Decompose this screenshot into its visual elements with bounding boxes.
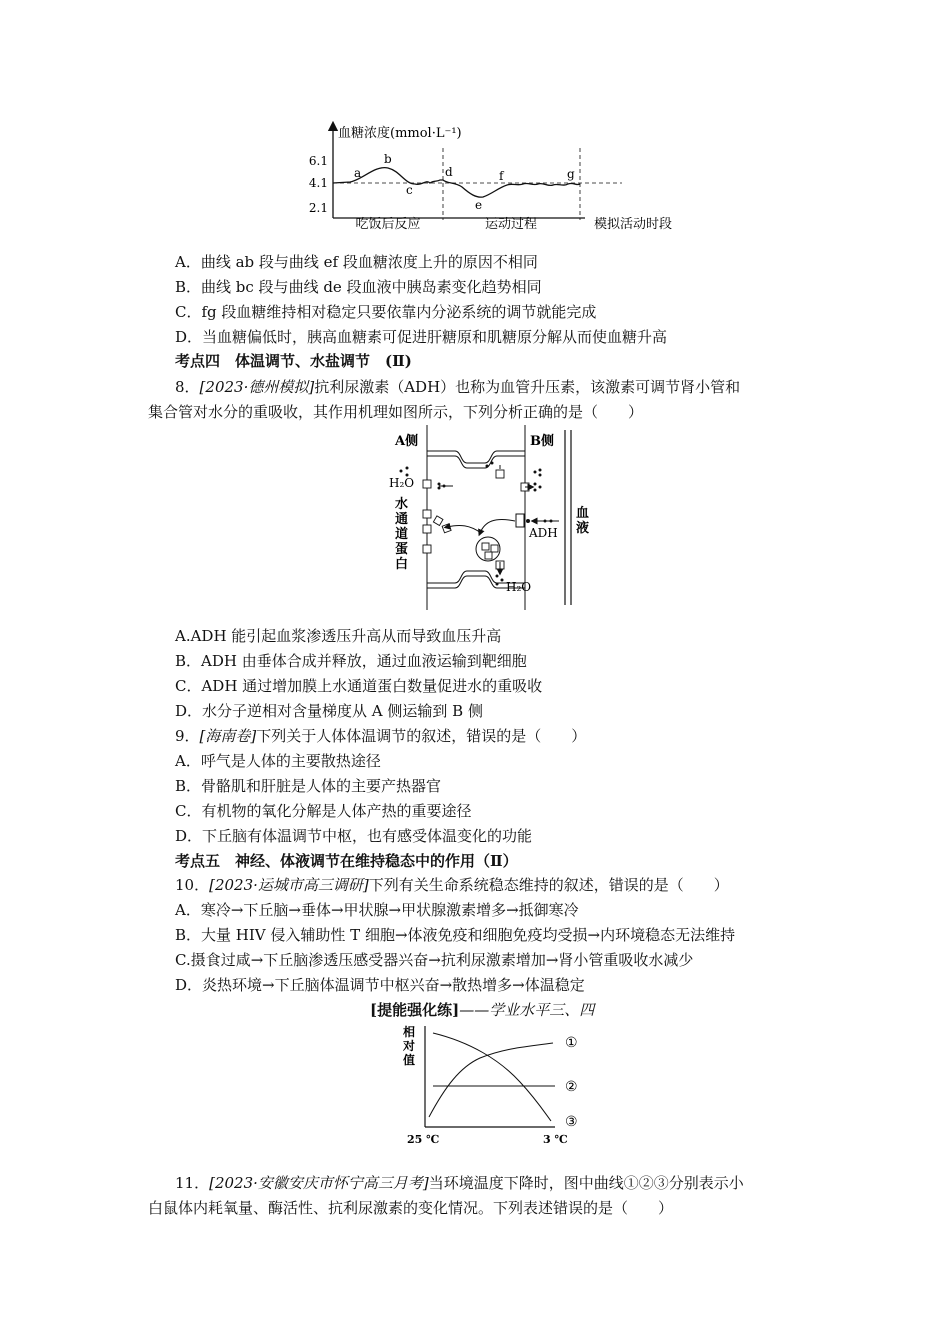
q8-option-d: D．水分子逆相对含量梯度从 A 侧运输到 B 侧: [175, 702, 483, 720]
q10-number: 10．: [175, 876, 210, 894]
q8-option-a: A.ADH 能引起血浆渗透压升高从而导致血压升高: [175, 627, 502, 645]
h2o-bottom-label: H₂O: [506, 580, 532, 594]
y-axis-label: 血糖浓度(mmol·L⁻¹): [338, 126, 462, 141]
blood-label-1: 血: [576, 506, 590, 521]
x-end-label: 3 ℃: [543, 1133, 568, 1146]
curve-1: [429, 1043, 553, 1117]
q10-source: [2023·运城市高三调研]: [209, 876, 369, 894]
q9-stem: [175, 726, 586, 746]
curve-2-label: ②: [565, 1079, 578, 1095]
b-side-label: B侧: [530, 434, 554, 449]
practice-heading: [370, 1000, 594, 1020]
q9-option-b: B．骨骼肌和肝脏是人体的主要产热器官: [175, 777, 442, 795]
x-start-label: 25 ℃: [407, 1133, 440, 1146]
q7-option-c: C．fg 段血糖维持相对稳定只要依靠内分泌系统的调节就能完成: [175, 303, 597, 321]
q9-option-d: D．下丘脑有体温调节中枢，也有感受体温变化的功能: [175, 827, 533, 845]
point-b: b: [384, 152, 392, 166]
q8-option-c: C．ADH 通过增加膜上水通道蛋白数量促进水的重吸收: [175, 677, 543, 695]
point-e: e: [475, 198, 483, 212]
tick-2.1: 2.1: [308, 201, 328, 215]
q11-number: 11．: [175, 1174, 210, 1192]
section-label-2: 运动过程: [484, 217, 538, 232]
q11-stem-line1: [175, 1173, 744, 1193]
practice-subtitle: ——学业水平三、四: [459, 1001, 595, 1019]
point-g: g: [567, 167, 575, 181]
q10-option-b: B．大量 HIV 侵入辅助性 T 细胞→体液免疫和细胞免疫均受损→内环境稳态无法维持: [175, 926, 736, 944]
q11-source: [2023·安徽安庆市怀宁高三月考]: [209, 1174, 429, 1192]
q9-option-a: A．呼气是人体的主要散热途径: [175, 752, 381, 770]
q10-stem: [175, 875, 729, 895]
q8-option-b: B．ADH 由垂体合成并释放，通过血液运输到靶细胞: [175, 652, 527, 670]
q7-option-a: A．曲线 ab 段与曲线 ef 段血糖浓度上升的原因不相同: [175, 253, 538, 271]
point-c: c: [406, 183, 413, 197]
blood-label-2: 液: [576, 521, 590, 536]
section-label-1: 吃饭后反应: [355, 217, 421, 232]
section-label-3: 模拟活动时段: [593, 217, 673, 232]
q8-number: 8．: [175, 378, 200, 396]
q8-source: [2023·德州模拟]: [199, 378, 315, 396]
chart2-ylabel-2: 对: [403, 1039, 416, 1053]
chart2-ylabel-3: 值: [403, 1053, 416, 1067]
channel-label-4: 蛋: [395, 542, 409, 557]
curve-1-label: ①: [565, 1035, 578, 1051]
adh-mechanism-diagram: [385, 425, 605, 610]
q9-option-c: C．有机物的氧化分解是人体产热的重要途径: [175, 802, 472, 820]
curve-3-label: ③: [565, 1114, 578, 1130]
section-4-heading: 考点四 体温调节、水盐调节 (Ⅱ): [175, 352, 412, 370]
q9-number: 9．: [175, 727, 200, 745]
a-side-label: A侧: [395, 434, 419, 449]
channel-label-3: 道: [395, 527, 409, 542]
chart2-ylabel-1: 相: [403, 1025, 416, 1039]
q11-stem-text1: 当环境温度下降时，图中曲线①②③分别表示小: [428, 1174, 744, 1192]
q10-option-c: C.摄食过咸→下丘脑渗透压感受器兴奋→抗利尿激素增加→肾小管重吸收水减少: [175, 951, 694, 969]
q8-stem-text1: 抗利尿激素（ADH）也称为血管升压素，该激素可调节肾小管和: [314, 378, 741, 396]
blood-glucose-chart: [300, 120, 700, 240]
glucose-curve: [333, 168, 580, 198]
practice-title: [提能强化练]: [370, 1001, 460, 1019]
q10-option-a: A．寒冷→下丘脑→垂体→甲状腺→甲状腺激素增多→抵御寒冷: [175, 901, 579, 919]
q7-option-b: B．曲线 bc 段与曲线 de 段血液中胰岛素变化趋势相同: [175, 278, 542, 296]
h2o-top-label: H₂O: [389, 476, 415, 490]
tick-6.1: 6.1: [308, 154, 328, 168]
q10-stem-text: 下列有关生命系统稳态维持的叙述，错误的是（ ）: [368, 876, 729, 894]
q7-option-d: D．当血糖偏低时，胰高血糖素可促进肝糖原和肌糖原分解从而使血糖升高: [175, 328, 668, 346]
q8-stem-line1: [175, 377, 740, 397]
channel-label-2: 通: [395, 512, 409, 527]
section-5-heading: 考点五 神经、体液调节在维持稳态中的作用（Ⅱ）: [175, 852, 518, 870]
curve-3: [433, 1033, 551, 1121]
adh-label: ADH: [529, 526, 558, 540]
point-d: d: [445, 165, 453, 179]
channel-label-1: 水: [395, 497, 409, 512]
channel-label-5: 白: [395, 557, 409, 572]
q11-stem-line2: 白鼠体内耗氧量、酶活性、抗利尿激素的变化情况。下列表述错误的是（ ）: [148, 1199, 674, 1217]
point-f: f: [499, 169, 504, 183]
q10-option-d: D．炎热环境→下丘脑体温调节中枢兴奋→散热增多→体温稳定: [175, 976, 585, 994]
q9-stem-text: 下列关于人体体温调节的叙述，错误的是（ ）: [256, 727, 587, 745]
q8-stem-line2: 集合管对水分的重吸收，其作用机理如图所示，下列分析正确的是（ ）: [148, 403, 644, 421]
temperature-chart: [395, 1022, 595, 1147]
tick-4.1: 4.1: [308, 176, 328, 190]
point-a: a: [354, 166, 362, 180]
q9-source: [海南卷]: [199, 727, 257, 745]
